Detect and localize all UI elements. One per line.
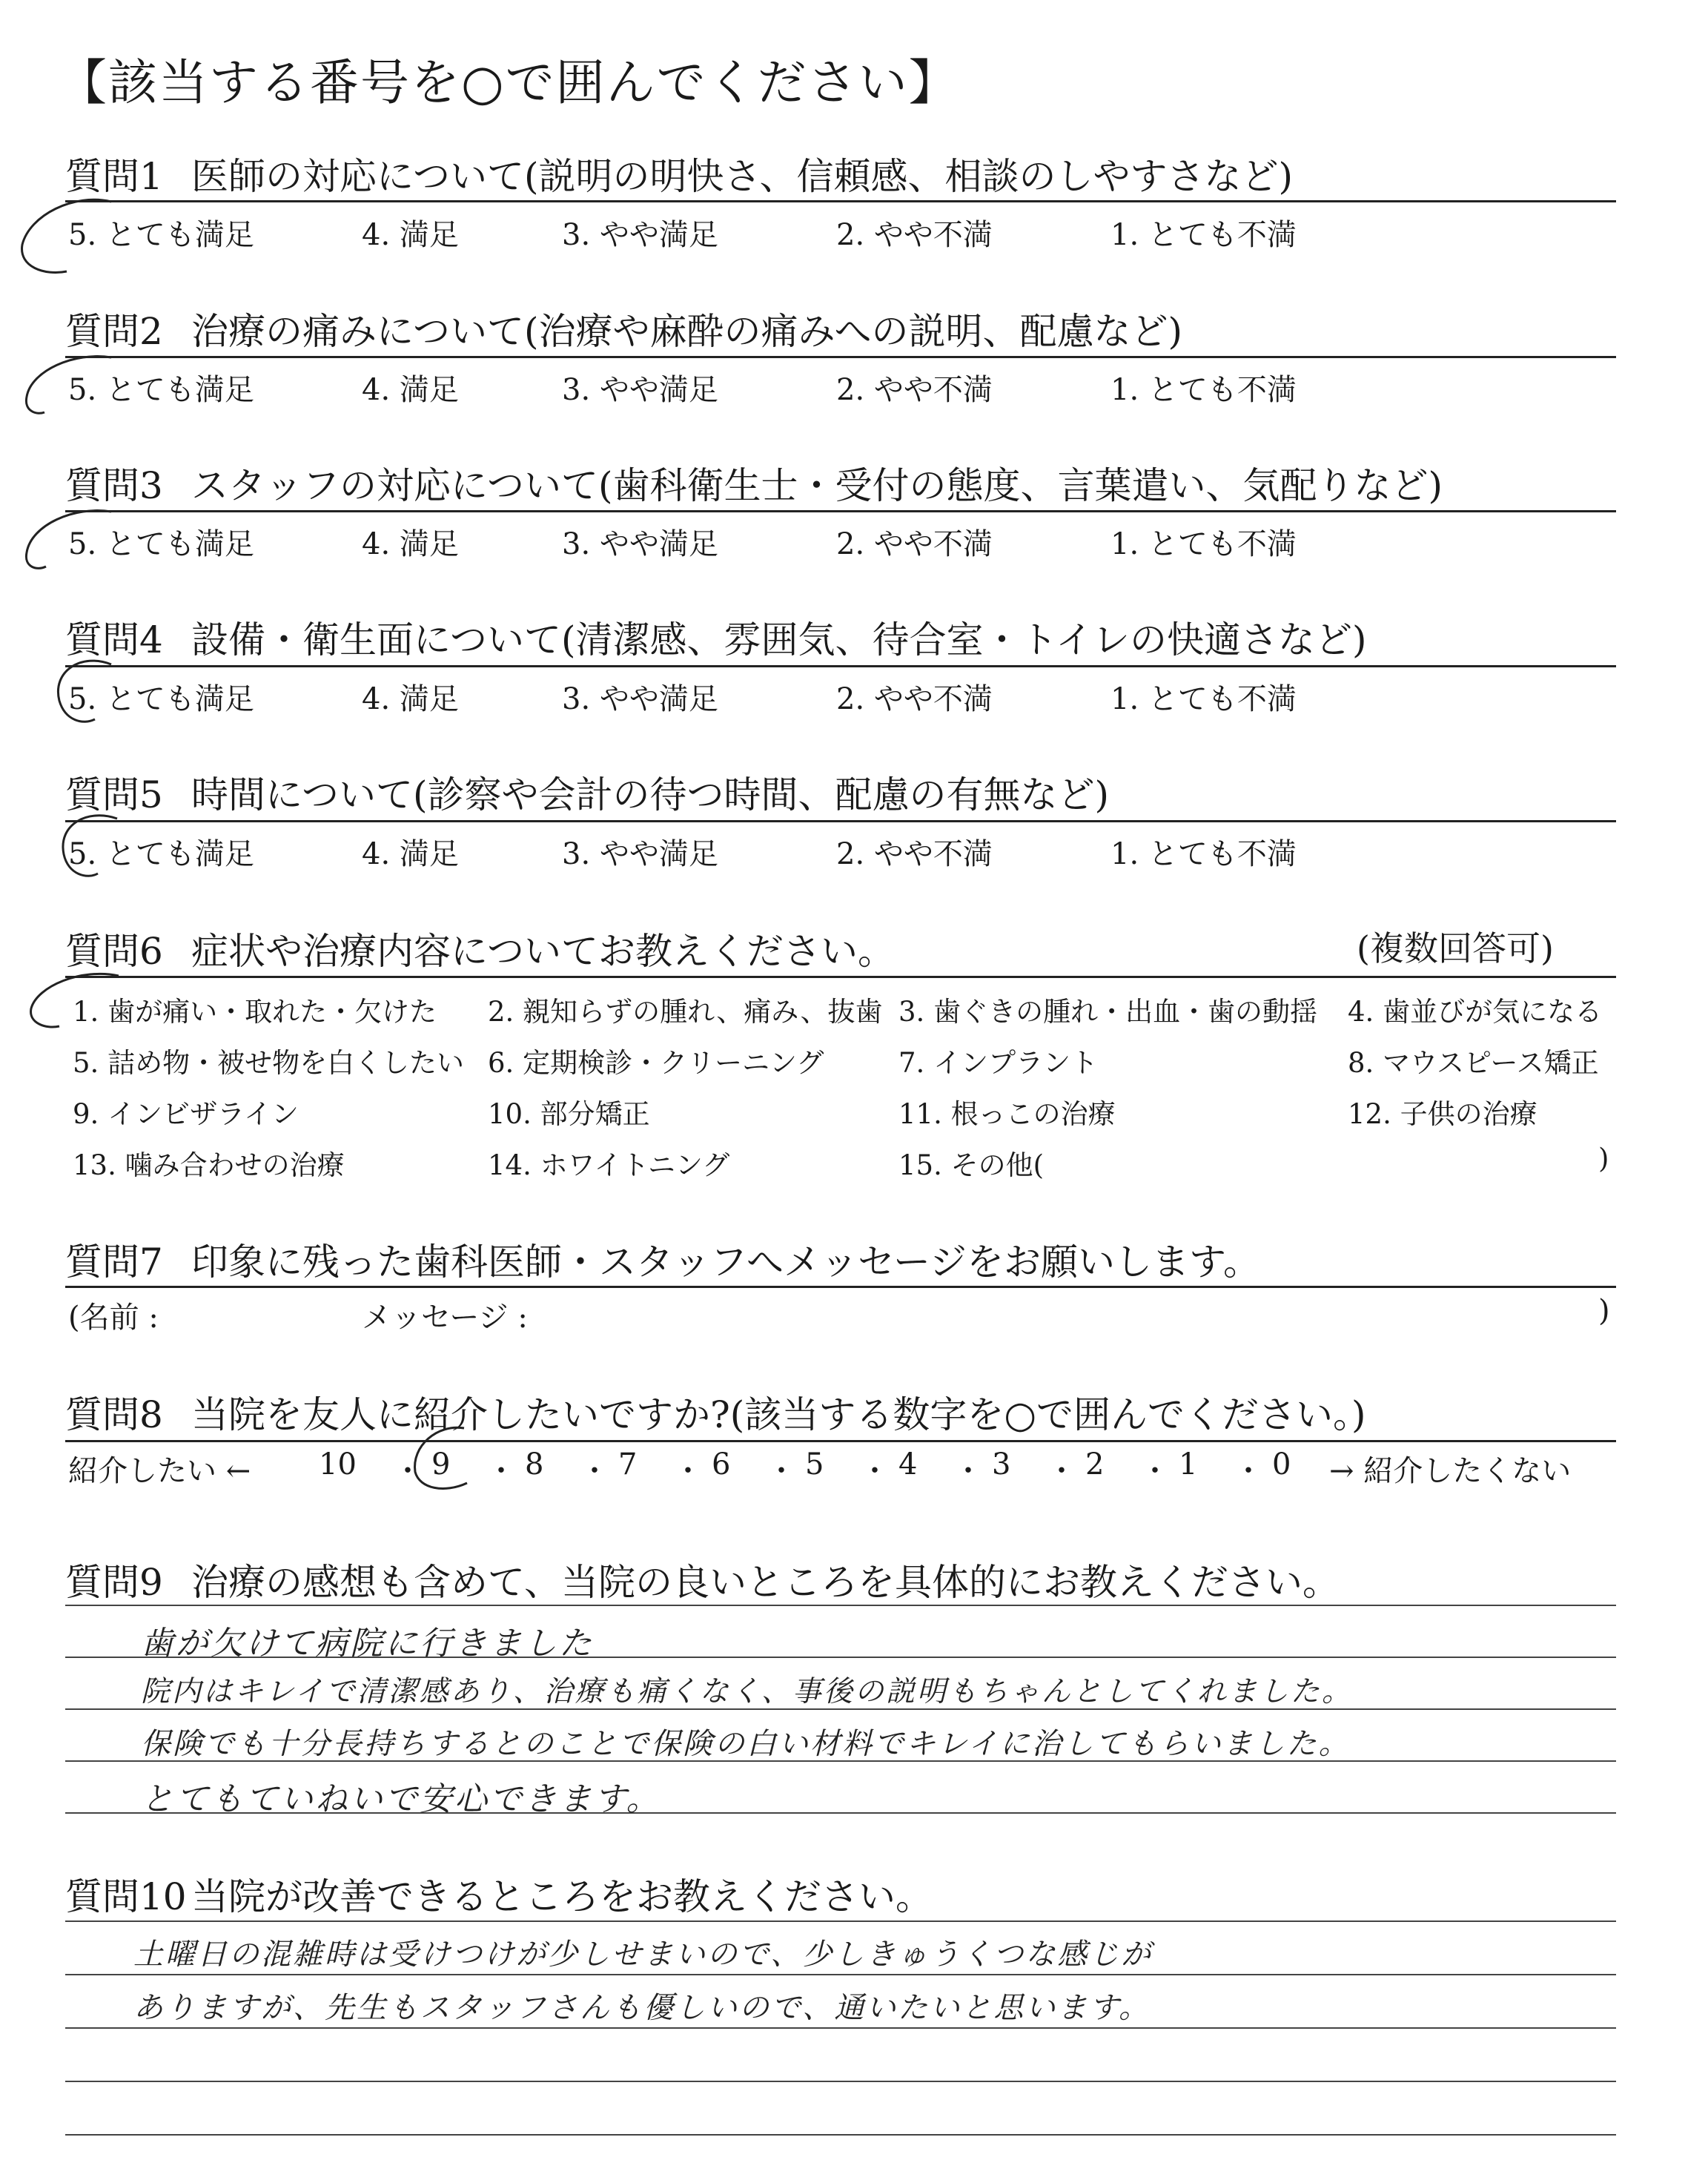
question-2-text: 治療の痛みについて(治療や麻酔の痛みへの説明、配慮など) — [191, 310, 1183, 353]
question-1 — [65, 147, 1293, 200]
question-4-rule — [65, 665, 1616, 667]
q2-option-1[interactable]: 1. とても不満 — [1110, 373, 1297, 407]
q6-option-4[interactable]: 4. 歯並びが気になる — [1348, 996, 1603, 1028]
q4-option-1[interactable]: 1. とても不満 — [1110, 682, 1297, 716]
q5-option-1[interactable]: 1. とても不満 — [1110, 837, 1297, 871]
scale-6[interactable]: 6 — [712, 1447, 731, 1482]
question-1-rule — [65, 200, 1616, 202]
q5-option-4[interactable]: 4. 満足 — [362, 837, 459, 871]
multiple-answers-note: (複数回答可) — [1357, 928, 1554, 968]
question-9-text: 治療の感想も含めて、当院の良いところを具体的にお教えください。 — [191, 1561, 1340, 1604]
q2-option-4[interactable]: 4. 満足 — [362, 373, 459, 407]
q6-option-10[interactable]: 10. 部分矯正 — [488, 1098, 650, 1130]
q5-option-3[interactable]: 3. やや満足 — [562, 837, 718, 871]
question-5 — [65, 765, 1109, 819]
scale-7[interactable]: 7 — [618, 1447, 638, 1482]
scale-3[interactable]: 3 — [992, 1447, 1011, 1482]
q6-option-14[interactable]: 14. ホワイトニング — [488, 1149, 730, 1181]
question-6-rule — [65, 976, 1616, 978]
question-1-text: 医師の対応について(説明の明快さ、信頼感、相談のしやすさなど) — [191, 155, 1294, 198]
question-2 — [65, 302, 1182, 355]
scale-dot: ・ — [486, 1454, 516, 1488]
question-8 — [65, 1385, 1366, 1439]
recommend-right-label: → 紹介したくない — [1329, 1454, 1572, 1488]
q5-option-5[interactable]: 5. とても満足 — [68, 837, 254, 871]
scale-dot: ・ — [1140, 1454, 1170, 1488]
q6-option-5[interactable]: 5. 詰め物・被せ物を白くしたい — [73, 1047, 465, 1079]
q9-answer-line-1: 歯が欠けて病院に行きました — [141, 1625, 594, 1662]
question-2-rule — [65, 356, 1616, 358]
q2-option-2[interactable]: 2. やや不満 — [836, 373, 993, 407]
q10-answer-line-1: 土曜日の混雑時は受けつけが少しせまいので、少しきゅうくつな感じが — [133, 1938, 1153, 1972]
question-4-number: 質問4 — [65, 618, 163, 661]
question-3-text: スタッフの対応について(歯科衛生士・受付の態度、言葉遣い、気配りなど) — [191, 464, 1443, 507]
question-5-number: 質問5 — [65, 773, 163, 816]
q3-option-4[interactable]: 4. 満足 — [362, 527, 459, 561]
scale-dot: ・ — [580, 1454, 609, 1488]
question-4 — [65, 610, 1367, 664]
q9-answer-line-3: 保険でも十分長持ちするとのことで保険の白い材料でキレイに治してもらいました。 — [141, 1727, 1351, 1761]
q6-option-2[interactable]: 2. 親知らずの腫れ、痛み、抜歯 — [488, 996, 883, 1028]
question-6-number: 質問6 — [65, 930, 163, 973]
scale-0[interactable]: 0 — [1272, 1447, 1291, 1482]
answer-line — [65, 2027, 1616, 2029]
q3-option-1[interactable]: 1. とても不満 — [1110, 527, 1297, 561]
name-label: (名前 : — [68, 1301, 159, 1335]
scale-2[interactable]: 2 — [1085, 1447, 1105, 1482]
scale-dot: ・ — [860, 1454, 890, 1488]
question-9 — [65, 1553, 1340, 1606]
q1-option-5[interactable]: 5. とても満足 — [68, 218, 254, 252]
page-title: 【該当する番号を○で囲んでください】 — [58, 54, 959, 111]
scale-5[interactable]: 5 — [805, 1447, 824, 1482]
message-label: メッセージ : — [362, 1301, 528, 1335]
scale-dot: ・ — [1047, 1454, 1076, 1488]
scale-dot: ・ — [1234, 1454, 1263, 1488]
q1-option-3[interactable]: 3. やや満足 — [562, 218, 718, 252]
q1-option-1[interactable]: 1. とても不満 — [1110, 218, 1297, 252]
scale-8[interactable]: 8 — [525, 1447, 544, 1482]
q2-option-5[interactable]: 5. とても満足 — [68, 373, 254, 407]
question-9-number: 質問9 — [65, 1561, 163, 1604]
scale-1[interactable]: 1 — [1179, 1447, 1198, 1482]
q10-answer-line-2: ありますが、先生もスタッフさんも優しいので、通いたいと思います。 — [133, 1991, 1151, 2025]
message-close-paren: ) — [1598, 1294, 1610, 1328]
q6-option-12[interactable]: 12. 子供の治療 — [1348, 1098, 1537, 1130]
question-10 — [65, 1867, 933, 1920]
q3-option-5[interactable]: 5. とても満足 — [68, 527, 254, 561]
q1-option-4[interactable]: 4. 満足 — [362, 218, 459, 252]
q3-option-2[interactable]: 2. やや不満 — [836, 527, 993, 561]
question-3-number: 質問3 — [65, 464, 163, 507]
scale-9[interactable]: 9 — [431, 1447, 451, 1482]
q6-option-6[interactable]: 6. 定期検診・クリーニング — [488, 1047, 824, 1079]
q3-option-3[interactable]: 3. やや満足 — [562, 527, 718, 561]
question-8-rule — [65, 1440, 1616, 1442]
q4-option-4[interactable]: 4. 満足 — [362, 682, 459, 716]
question-8-text: 当院を友人に紹介したいですか?(該当する数字を○で囲んでください。) — [191, 1393, 1366, 1436]
q6-option-7[interactable]: 7. インプラント — [898, 1047, 1099, 1079]
q4-option-2[interactable]: 2. やや不満 — [836, 682, 993, 716]
question-7 — [65, 1232, 1260, 1286]
question-4-text: 設備・衛生面について(清潔感、雰囲気、待合室・トイレの快適さなど) — [191, 618, 1367, 661]
q1-option-2[interactable]: 2. やや不満 — [836, 218, 993, 252]
question-7-text: 印象に残った歯科医師・スタッフへメッセージをお願いします。 — [191, 1241, 1260, 1284]
q6-option-3[interactable]: 3. 歯ぐきの腫れ・出血・歯の動揺 — [898, 996, 1318, 1028]
q2-option-3[interactable]: 3. やや満足 — [562, 373, 718, 407]
q9-answer-line-2: 院内はキレイで清潔感あり、治療も痛くなく、事後の説明もちゃんとしてくれました。 — [141, 1675, 1353, 1708]
question-5-rule — [65, 820, 1616, 822]
scale-dot: ・ — [393, 1454, 423, 1488]
question-6 — [65, 922, 895, 975]
q6-option-9[interactable]: 9. インビザライン — [73, 1098, 299, 1130]
answer-line — [65, 2081, 1616, 2082]
question-2-number: 質問2 — [65, 310, 163, 353]
question-8-number: 質問8 — [65, 1393, 163, 1436]
q6-option-1[interactable]: 1. 歯が痛い・取れた・欠けた — [73, 996, 437, 1028]
q6-option-8[interactable]: 8. マウスピース矯正 — [1348, 1047, 1599, 1079]
answer-line — [65, 1974, 1616, 1975]
q4-option-5[interactable]: 5. とても満足 — [68, 682, 254, 716]
q6-option-11[interactable]: 11. 根っこの治療 — [898, 1098, 1116, 1130]
answer-line — [65, 1920, 1616, 1922]
scale-dot: ・ — [767, 1454, 796, 1488]
q6-option-15[interactable]: 15. その他( — [898, 1149, 1045, 1181]
answer-line — [65, 1605, 1616, 1606]
question-1-number: 質問1 — [65, 155, 163, 198]
scale-10[interactable]: 10 — [319, 1447, 357, 1482]
q4-option-3[interactable]: 3. やや満足 — [562, 682, 718, 716]
q6-option-13[interactable]: 13. 噛み合わせの治療 — [73, 1149, 345, 1181]
question-10-text: 当院が改善できるところをお教えください。 — [191, 1875, 933, 1918]
question-7-number: 質問7 — [65, 1241, 163, 1284]
q6-other-close-paren: ) — [1598, 1143, 1609, 1175]
question-10-number: 質問10 — [65, 1875, 187, 1918]
question-3-rule — [65, 510, 1616, 512]
q5-option-2[interactable]: 2. やや不満 — [836, 837, 993, 871]
question-3 — [65, 456, 1443, 509]
question-5-text: 時間について(診察や会計の待つ時間、配慮の有無など) — [191, 773, 1110, 816]
scale-dot: ・ — [673, 1454, 703, 1488]
answer-line — [65, 2134, 1616, 2136]
recommend-left-label: 紹介したい ← — [68, 1454, 251, 1488]
scale-4[interactable]: 4 — [898, 1447, 918, 1482]
scale-dot: ・ — [953, 1454, 983, 1488]
q9-answer-line-4: とてもていねいで安心できます。 — [141, 1780, 661, 1818]
question-7-rule — [65, 1286, 1616, 1288]
question-6-text: 症状や治療内容についてお教えください。 — [191, 930, 895, 973]
